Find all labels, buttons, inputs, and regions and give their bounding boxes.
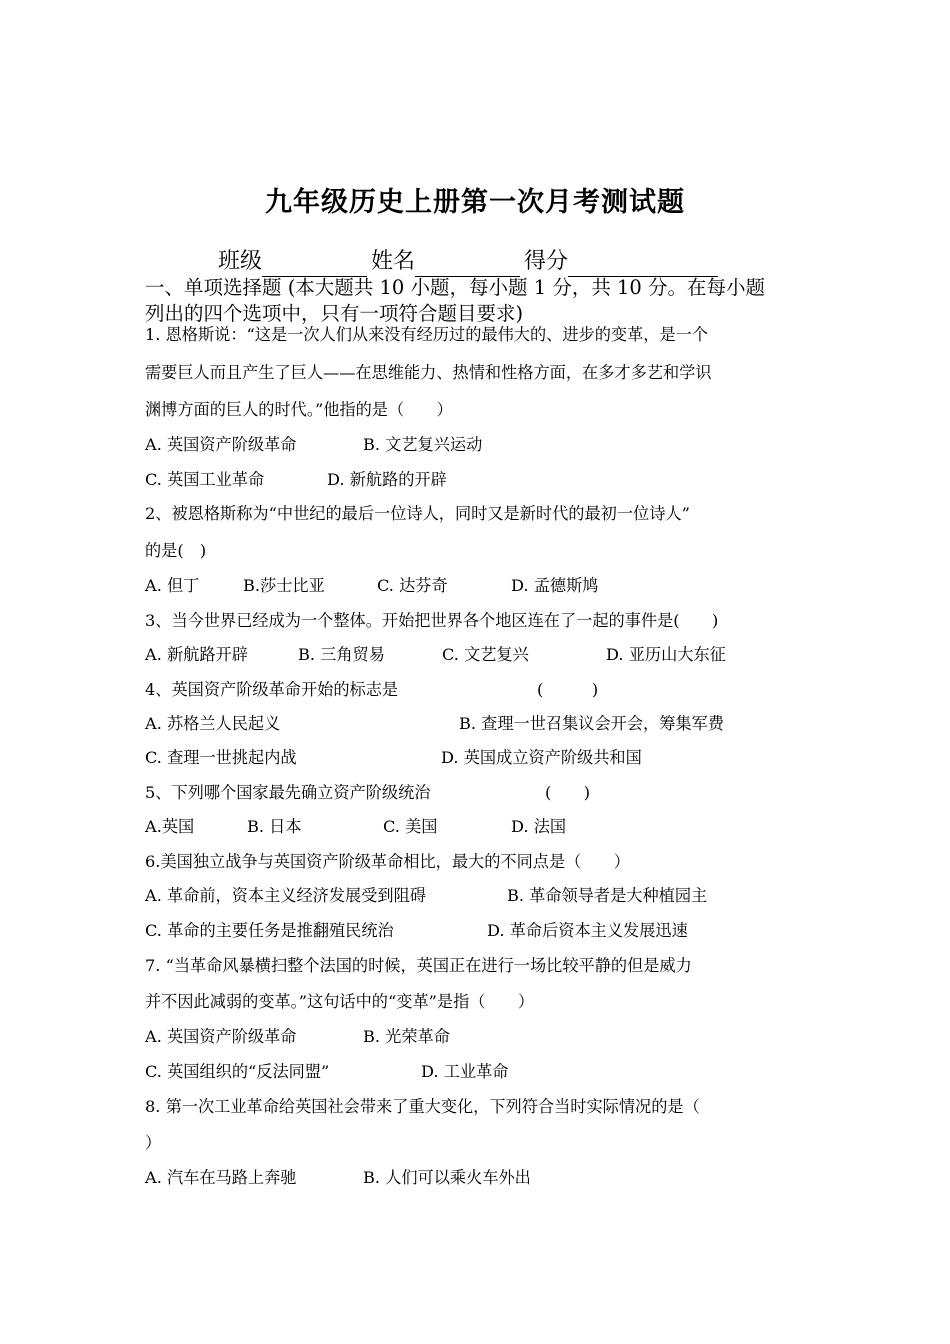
q7-options-ab [145, 1026, 815, 1048]
class-label: 班级 [218, 249, 263, 274]
q4-answer-paren[interactable]: ( ) [537, 680, 599, 699]
q1-option-d[interactable]: D. 新航路的开辟 [327, 470, 447, 489]
q2-option-d[interactable]: D. 孟德斯鸠 [511, 576, 599, 595]
q5-option-d[interactable]: D. 法国 [511, 817, 567, 836]
q5-stem: 5、下列哪个国家最先确立资产阶级统治 [145, 783, 431, 802]
q7-option-a[interactable]: A. 英国资产阶级革命 [145, 1027, 297, 1046]
q6-options-ab [145, 885, 815, 907]
q4-stem: 4、英国资产阶级革命开始的标志是 [145, 680, 399, 699]
q7-line-2: 并不因此减弱的变革。”这句话中的“变革”是指（ ） [145, 992, 535, 1011]
q5-option-b[interactable]: B. 日本 [247, 817, 302, 836]
q1-options-cd [145, 469, 815, 491]
q8-line-2: ） [145, 1133, 162, 1152]
q2-option-a[interactable]: A. 但丁 [145, 576, 200, 595]
q4-options-cd [145, 747, 815, 769]
name-label: 姓名 [371, 249, 416, 274]
page-title: 九年级历史上册第一次月考测试题 [265, 187, 685, 218]
q7-option-b[interactable]: B. 光荣革命 [363, 1027, 450, 1046]
q8-options-ab [145, 1167, 815, 1189]
class-blank[interactable] [262, 252, 367, 277]
q1-line-3: 渊博方面的巨人的时代。”他指的是（ ） [145, 400, 453, 419]
score-label: 得分 [524, 249, 569, 274]
q5-option-c[interactable]: C. 美国 [383, 817, 438, 836]
score-blank[interactable] [568, 252, 718, 277]
q1-option-b[interactable]: B. 文艺复兴运动 [363, 435, 483, 454]
q1-option-a[interactable]: A. 英国资产阶级革命 [145, 435, 297, 454]
q6-option-b[interactable]: B. 革命领导者是大种植园主 [507, 886, 708, 905]
q3-option-b[interactable]: B. 三角贸易 [298, 645, 385, 664]
q4-option-c[interactable]: C. 查理一世挑起内战 [145, 748, 297, 767]
q5-option-a[interactable]: A.英国 [145, 817, 195, 836]
q2-options [145, 575, 815, 597]
q1-line-1: 1. 恩格斯说：“这是一次人们从来没有经历过的最伟大的、进步的变革，是一个 [145, 325, 709, 344]
q7-options-cd [145, 1061, 815, 1083]
q6-option-d[interactable]: D. 革命后资本主义发展迅速 [487, 921, 688, 940]
q7-option-d[interactable]: D. 工业革命 [421, 1062, 509, 1081]
q1-option-c[interactable]: C. 英国工业革命 [145, 470, 265, 489]
q2-option-b[interactable]: B.莎士比亚 [243, 576, 325, 595]
section-line-1: 一、单项选择题 (本大题共 10 小题，每小题 1 分，共 10 分。在每小题 [145, 276, 766, 299]
q7-option-c[interactable]: C. 英国组织的“反法同盟” [145, 1062, 330, 1081]
q8-line-1: 8. 第一次工业革命给英国社会带来了重大变化，下列符合当时实际情况的是（ [145, 1097, 700, 1116]
q4-option-d[interactable]: D. 英国成立资产阶级共和国 [441, 748, 642, 767]
name-blank[interactable] [415, 252, 520, 277]
q4-option-a[interactable]: A. 苏格兰人民起义 [145, 714, 281, 733]
q1-options-ab [145, 434, 815, 456]
q8-option-b[interactable]: B. 人们可以乘火车外出 [363, 1168, 531, 1187]
q4-option-b[interactable]: B. 查理一世召集议会开会，筹集军费 [459, 714, 724, 733]
q6-option-a[interactable]: A. 革命前，资本主义经济发展受到阻碍 [145, 886, 426, 905]
q6-option-c[interactable]: C. 革命的主要任务是推翻殖民统治 [145, 921, 394, 940]
q6-line-1: 6.美国独立战争与英国资产阶级革命相比，最大的不同点是（ ） [145, 852, 630, 871]
section-line-2: 列出的四个选项中，只有一项符合题目要求) [145, 302, 524, 325]
q4-line-1 [145, 679, 815, 701]
q2-line-2: 的是( ) [145, 541, 207, 560]
q4-options-ab [145, 713, 815, 735]
student-info-row [218, 247, 722, 277]
q3-option-a[interactable]: A. 新航路开辟 [145, 645, 248, 664]
q5-options [145, 816, 815, 838]
q5-answer-paren[interactable]: ( ) [545, 783, 591, 802]
q2-option-c[interactable]: C. 达芬奇 [377, 576, 448, 595]
q8-option-a[interactable]: A. 汽车在马路上奔驰 [145, 1168, 297, 1187]
q3-option-c[interactable]: C. 文艺复兴 [442, 645, 529, 664]
section-heading [145, 275, 815, 327]
q3-line-1: 3、当今世界已经成为一个整体。开始把世界各个地区连在了一起的事件是( ) [145, 611, 719, 630]
q6-options-cd [145, 920, 815, 942]
q7-line-1: 7. “当革命风暴横扫整个法国的时候，英国正在进行一场比较平静的但是威力 [145, 956, 692, 975]
q1-line-2: 需要巨人而且产生了巨人——在思维能力、热情和性格方面，在多才多艺和学识 [145, 363, 712, 382]
q3-option-d[interactable]: D. 亚历山大东征 [606, 645, 726, 664]
q3-options [145, 644, 815, 666]
q2-line-1: 2、被恩格斯称为“中世纪的最后一位诗人，同时又是新时代的最初一位诗人” [145, 504, 690, 523]
q5-line-1 [145, 782, 815, 804]
